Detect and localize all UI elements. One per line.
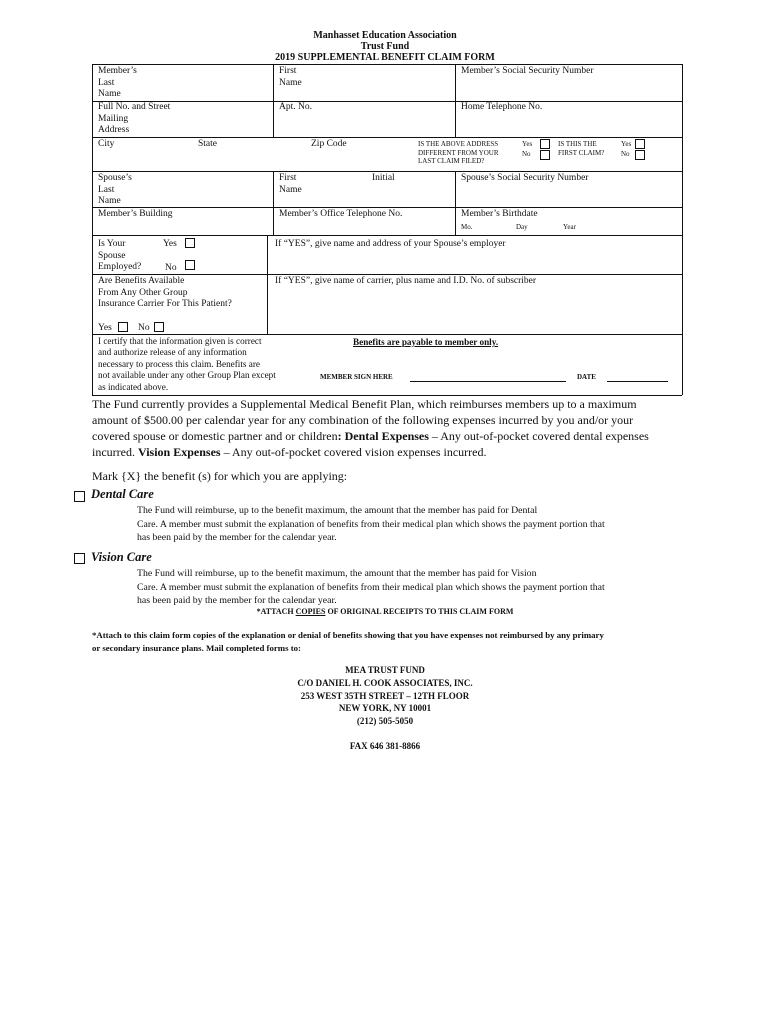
vision-care-checkbox[interactable]	[74, 553, 85, 564]
member-last-name-field[interactable]: Member’s Last Name	[98, 66, 137, 99]
address-yes-checkbox[interactable]	[540, 139, 550, 149]
home-phone-field[interactable]: Home Telephone No.	[461, 102, 543, 112]
vision-care-title: Vision Care	[91, 550, 152, 564]
dental-care-title: Dental Care	[91, 487, 154, 501]
spouse-employed-no-checkbox[interactable]	[185, 260, 195, 270]
other-benefits-yes-checkbox[interactable]	[118, 322, 128, 332]
address-changed-question: IS THE ABOVE ADDRESS DIFFERENT FROM YOUR LAST CLAIM FILED?	[418, 140, 499, 165]
mail-line-1: MEA TRUST FUND	[345, 665, 425, 675]
spouse-employed-yes-label: Yes	[163, 239, 177, 249]
city-field[interactable]: City	[98, 139, 115, 149]
other-carrier-field[interactable]: If “YES”, give name of carrier, plus name and I.D. No. of subscriber	[275, 276, 537, 286]
intro-line-4: incurred. Vision Expenses – Any out-of-pocket covered vision expenses incurred.	[92, 445, 487, 459]
mail-line-3: 253 WEST 35TH STREET – 12TH FLOOR	[300, 691, 470, 701]
spouse-ssn-field[interactable]: Spouse’s Social Security Number	[461, 173, 589, 183]
birthdate-month-label: Mo.	[461, 223, 473, 231]
attach-eob-note-2: or secondary insurance plans. Mail completed forms to:	[92, 643, 301, 653]
mail-line-4: NEW YORK, NY 10001	[338, 703, 432, 713]
apt-no-field[interactable]: Apt. No.	[279, 102, 312, 112]
spouse-employer-field[interactable]: If “YES”, give name and address of your Spouse’s employer	[275, 239, 506, 249]
date-line[interactable]	[607, 381, 668, 382]
dental-text-2: Care. A member must submit the explanation of benefits from their medical plan which shows the payment portion that	[137, 518, 605, 530]
vision-text-3: has been paid by the member for the calendar year.	[137, 595, 337, 606]
dental-care-checkbox[interactable]	[74, 491, 85, 502]
member-sign-label: MEMBER SIGN HERE	[320, 373, 393, 381]
birthdate-day-label: Day	[516, 223, 528, 231]
address-yes-label: Yes	[522, 140, 533, 148]
intro-line-2: amount of $500.00 per calendar year for any combination of the following expenses incurred by you and/or your	[92, 413, 634, 427]
office-phone-field[interactable]: Member’s Office Telephone No.	[279, 209, 403, 219]
intro-line-3: covered spouse or domestic partner and or children: Dental Expenses – Any out-of-pocket covered dental expenses	[92, 429, 649, 443]
fax-number: FAX 646 381-8866	[349, 741, 421, 751]
state-field[interactable]: State	[198, 139, 217, 149]
first-claim-question: IS THIS THE FIRST CLAIM?	[558, 140, 605, 157]
other-benefits-yes-label: Yes	[98, 323, 112, 333]
other-benefits-no-label: No	[138, 323, 150, 333]
first-claim-yes-label: Yes	[621, 140, 632, 148]
spouse-last-name-field[interactable]: Spouse’s Last Name	[98, 173, 132, 206]
mailing-address-field[interactable]: Full No. and Street Mailing Address	[98, 102, 171, 135]
first-claim-no-checkbox[interactable]	[635, 150, 645, 160]
vision-text-2: Care. A member must submit the explanation of benefits from their medical plan which shows the payment portion that	[137, 581, 605, 593]
spouse-employed-no-label: No	[165, 263, 177, 273]
first-claim-no-label: No	[621, 150, 630, 158]
other-benefits-no-checkbox[interactable]	[154, 322, 164, 332]
other-benefits-question: Are Benefits Available From Any Other Group Insurance Carrier For This Patient?	[98, 276, 232, 309]
vision-text-1: The Fund will reimburse, up to the benefit maximum, the amount that the member has paid for Vision	[137, 568, 537, 579]
dental-text-3: has been paid by the member for the calendar year.	[137, 532, 337, 543]
member-signature-line[interactable]	[410, 381, 566, 382]
member-building-field[interactable]: Member’s Building	[98, 209, 173, 219]
payable-note: Benefits are payable to member only.	[353, 337, 499, 347]
first-claim-yes-checkbox[interactable]	[635, 139, 645, 149]
org-name: Manhasset Education Association	[313, 30, 457, 41]
attach-eob-note-1: *Attach to this claim form copies of the explanation or denial of benefits showing that you have expenses not reimbursed by any primary	[92, 630, 604, 640]
date-label: DATE	[577, 373, 596, 381]
birthdate-field[interactable]: Member’s Birthdate	[461, 209, 538, 219]
intro-line-1: The Fund currently provides a Supplemental Medical Benefit Plan, which reimburses members up to a maximum	[92, 397, 637, 411]
address-no-label: No	[522, 150, 531, 158]
spouse-first-name-field[interactable]: First Name	[279, 173, 302, 195]
mail-phone: (212) 505-5050	[356, 716, 414, 726]
member-ssn-field[interactable]: Member’s Social Security Number	[461, 66, 594, 76]
mark-instruction: Mark {X} the benefit (s) for which you are applying:	[92, 469, 348, 483]
attach-receipts-note: *ATTACH COPIES OF ORIGINAL RECEIPTS TO THIS CLAIM FORM	[256, 607, 514, 616]
zip-field[interactable]: Zip Code	[311, 139, 347, 149]
member-first-name-field[interactable]: First Name	[279, 66, 302, 88]
spouse-employed-question: Is Your Spouse Employed?	[98, 239, 142, 272]
form-title: 2019 SUPPLEMENTAL BENEFIT CLAIM FORM	[275, 52, 495, 63]
address-no-checkbox[interactable]	[540, 150, 550, 160]
dental-text-1: The Fund will reimburse, up to the benefit maximum, the amount that the member has paid for Dental	[137, 505, 538, 516]
certification-text: I certify that the information given is correct and authorize release of any information necessary to process this claim. Benefits are not available under any other Group Plan except as indicated above.	[98, 336, 276, 392]
mail-line-2: C/O DANIEL H. COOK ASSOCIATES, INC.	[297, 678, 473, 688]
birthdate-year-label: Year	[563, 223, 576, 231]
fund-name: Trust Fund	[360, 41, 410, 52]
spouse-initial-field[interactable]: Initial	[372, 173, 395, 183]
spouse-employed-yes-checkbox[interactable]	[185, 238, 195, 248]
